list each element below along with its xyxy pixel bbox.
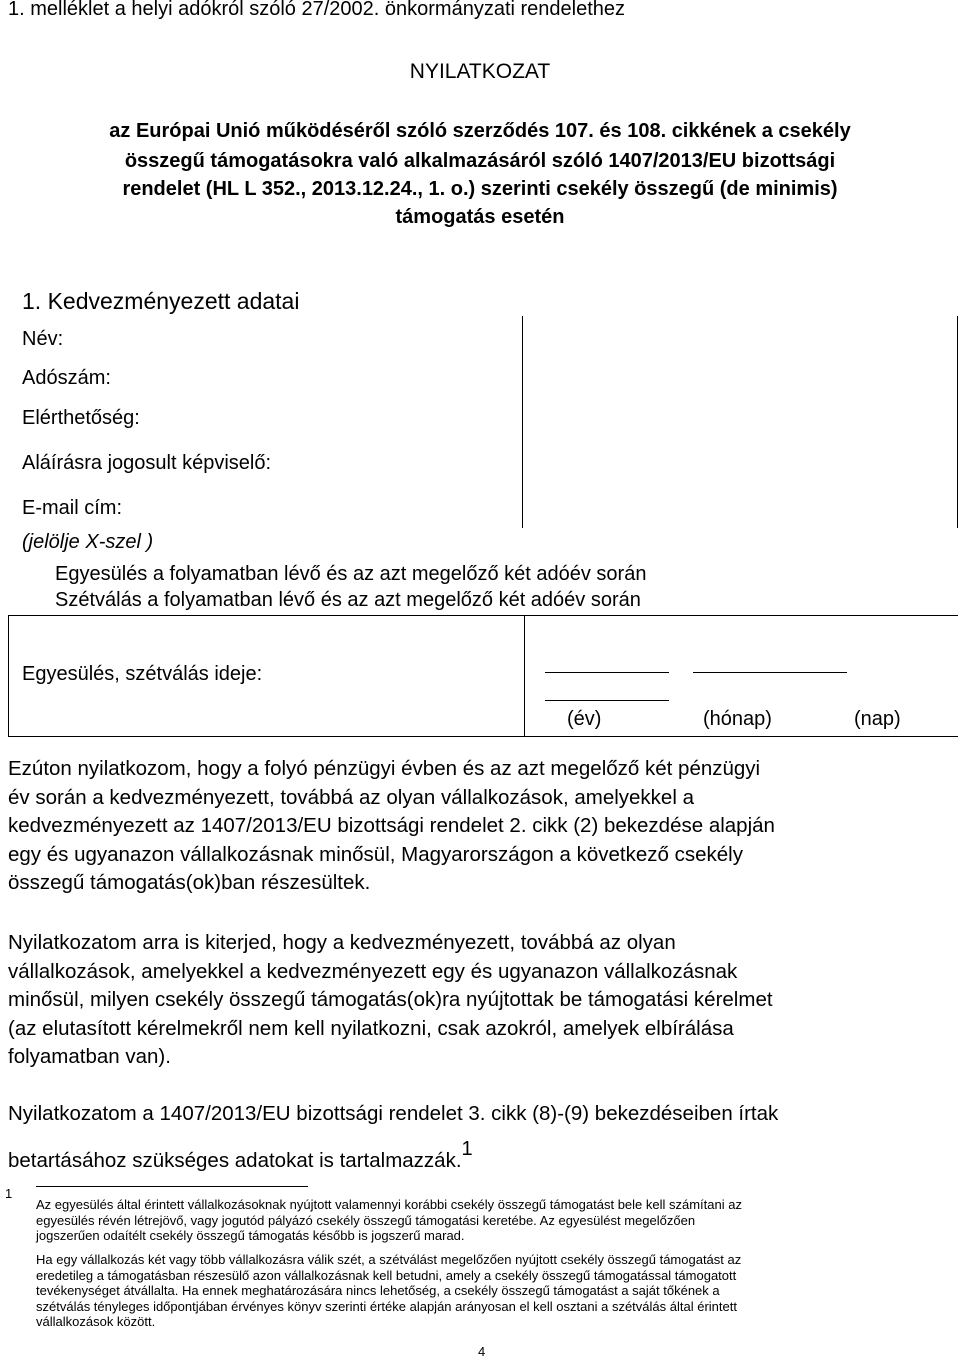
date-row-mid-border xyxy=(524,615,525,737)
p1-line: összegű támogatás(ok)ban részesültek. xyxy=(8,871,371,894)
contact-label: Elérthetőség: xyxy=(22,407,140,429)
footnote-line: Az egyesülés által érintett vállalkozásoknak nyújtott valamennyi korábbi csekély összegű támogatást bele kell számítani az xyxy=(36,1197,742,1212)
subtitle-line-2: összegű támogatásokra való alkalmazásáról szóló 1407/2013/EU bizottsági xyxy=(124,150,836,172)
month-blank[interactable] xyxy=(693,672,847,673)
p2-line: minősül, milyen csekély összegű támogatás(ok)ra nyújtottak be támogatási kérelmet xyxy=(8,988,773,1011)
p2-line: (az elutasított kérelmekről nem kell nyilatkozni, csak azokról, amelyek elbírálása xyxy=(8,1016,734,1040)
signatory-field[interactable] xyxy=(523,444,957,488)
p1-line: év során a kedvezményezett, továbbá az olyan vállalkozások, amelyekkel a xyxy=(8,785,694,809)
declaration-paragraph-1 xyxy=(8,755,958,898)
declaration-paragraph-2 xyxy=(8,929,958,1072)
form-right-border xyxy=(957,316,958,528)
page-number: 4 xyxy=(478,1344,486,1359)
footnote-line: tevékenységet átvállalta. Ha ennek meghatározására nincs lehetőség, a csekély összegű támogatást a saját tőkének a xyxy=(36,1283,720,1298)
footnote-line: egyesülés révén létrejövő, vagy jogutód pályázó csekély összegű támogatási keretébe. Az egyesülést megelőzően xyxy=(36,1212,696,1228)
p3-line-2 xyxy=(8,1138,473,1173)
footnote-line: szétválás tényleges időpontjában érvényes könyv szerinti értéke alapján arányosan el kell osztani a szétválás által érintett xyxy=(36,1298,737,1314)
p3-line-2-text: betartásához szükséges adatokat is tartalmazzák. xyxy=(8,1149,462,1172)
subtitle-line-1: az Európai Unió működéséről szóló szerződés 107. és 108. cikkének a csekély xyxy=(109,120,851,142)
p1-line: Ezúton nyilatkozom, hogy a folyó pénzügyi évben és az azt megelőző két pénzügyi xyxy=(8,757,761,780)
footnote-line: eredetileg a támogatásban részesülő azon vállalkozásnak kell betudni, amely a csekély összegű támogatással támogatott xyxy=(36,1267,737,1283)
signatory-label: Aláírásra jogosult képviselő: xyxy=(22,452,272,474)
footnote-text-2 xyxy=(36,1252,958,1330)
email-label: E-mail cím: xyxy=(22,497,122,519)
footnote-text-1 xyxy=(36,1197,958,1244)
tax-number-label: Adószám: xyxy=(22,367,111,389)
mark-instruction: (jelölje X-szel ) xyxy=(22,531,154,553)
p1-line: kedvezményezett az 1407/2013/EU bizottsági rendelet 2. cikk (2) bekezdése alapján xyxy=(8,814,775,837)
p2-line: folyamatban van). xyxy=(8,1045,171,1068)
day-blank[interactable] xyxy=(545,700,669,701)
date-row-left-border xyxy=(8,615,9,737)
p3-line-1: Nyilatkozatom a 1407/2013/EU bizottsági rendelet 3. cikk (8)-(9) bekezdéseiben írtak xyxy=(8,1102,779,1125)
merger-option[interactable]: Egyesülés a folyamatban lévő és az azt megelőző két adóév során xyxy=(55,563,647,585)
footnote-ref[interactable]: 1 xyxy=(461,1138,473,1160)
document-title: NYILATKOZAT xyxy=(409,60,551,83)
day-caption: (nap) xyxy=(854,708,901,730)
split-option[interactable]: Szétválás a folyamatban lévő és az azt megelőző két adóév során xyxy=(55,589,641,611)
date-row-top-border xyxy=(8,615,958,616)
email-field[interactable] xyxy=(523,488,957,528)
subtitle-line-4: támogatás esetén xyxy=(395,206,565,228)
month-caption: (hónap) xyxy=(703,708,772,730)
p2-line: Nyilatkozatom arra is kiterjed, hogy a kedvezményezett, továbbá az olyan xyxy=(8,931,676,954)
p2-line: vállalkozások, amelyekkel a kedvezményezett egy és ugyanazon vállalkozásnak xyxy=(8,959,738,983)
footnote-marker: 1 xyxy=(5,1186,13,1201)
footnote-line: Ha egy vállalkozás két vagy több vállalkozásra válik szét, a szétválást megelőzően nyújtott csekély összegű támogatást az xyxy=(36,1252,742,1267)
footnote-separator xyxy=(36,1186,308,1187)
tax-number-field[interactable] xyxy=(523,364,957,404)
contact-field[interactable] xyxy=(523,404,957,444)
date-label: Egyesülés, szétválás ideje: xyxy=(22,663,263,685)
footnote-line: jogszerűen odaítélt csekély összegű támogatás később is jogszerű marad. xyxy=(36,1228,465,1243)
name-label: Név: xyxy=(22,328,64,350)
name-field[interactable] xyxy=(523,318,957,364)
section-heading: 1. Kedvezményezett adatai xyxy=(22,288,300,314)
year-blank[interactable] xyxy=(545,672,669,673)
p1-line: egy és ugyanazon vállalkozásnak minősül, Magyarországon a következő csekély xyxy=(8,842,743,866)
date-row-bottom-border xyxy=(8,736,958,737)
annex-line: 1. melléklet a helyi adókról szóló 27/2002. önkormányzati rendelethez xyxy=(8,0,626,20)
year-caption: (év) xyxy=(567,708,602,730)
footnote-line: vállalkozások között. xyxy=(36,1314,156,1329)
subtitle-line-3: rendelet (HL L 352., 2013.12.24., 1. o.) szerinti csekély összegű (de minimis) xyxy=(122,178,838,200)
